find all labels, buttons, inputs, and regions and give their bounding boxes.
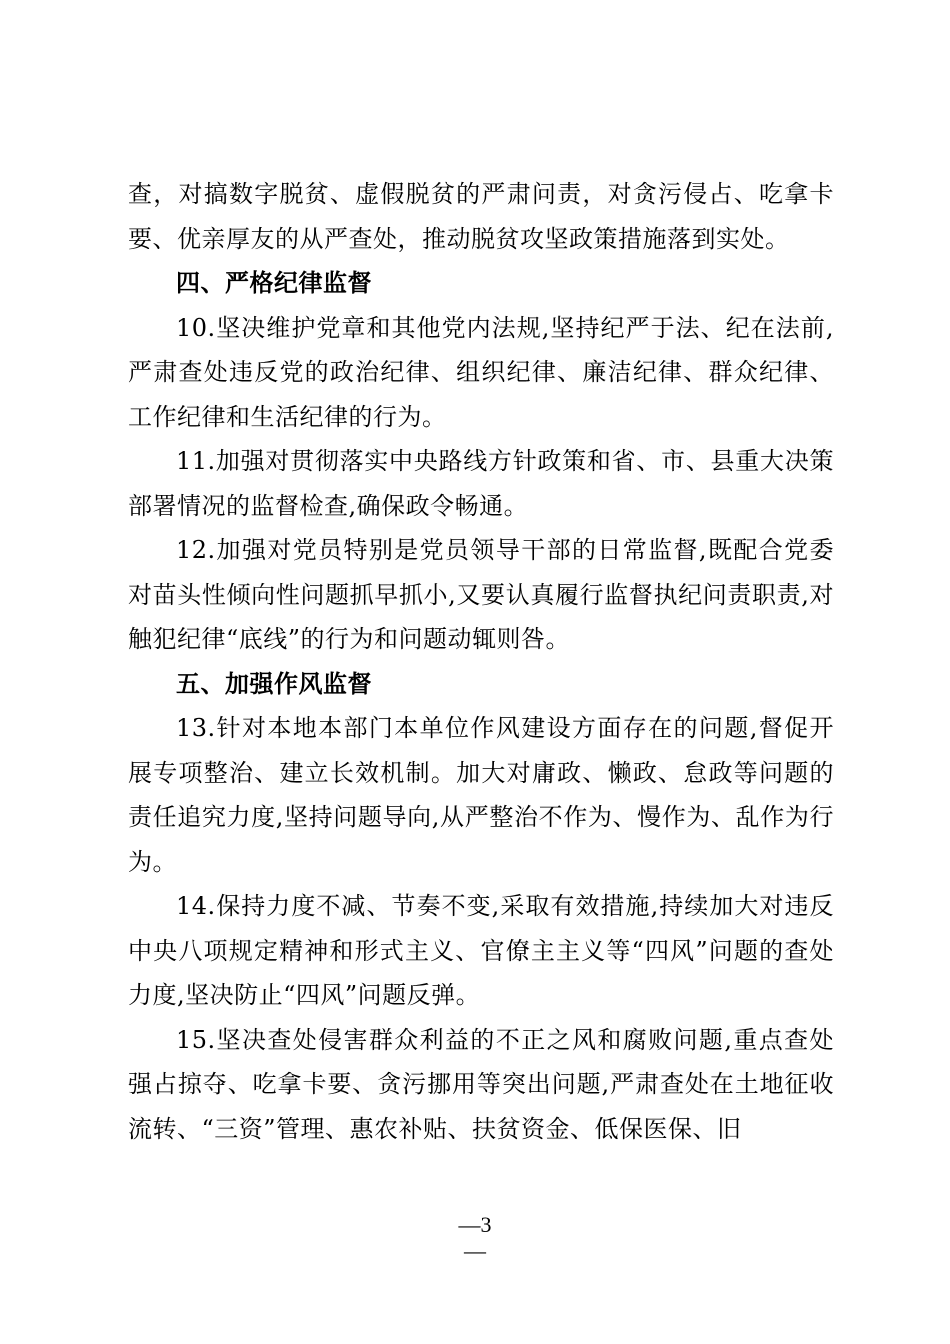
body-paragraph: 13.针对本地本部门本单位作风建设方面存在的问题,督促开展专项整治、建立长效机制。加大对庸政、懒政、怠政等问题的责任追究力度,坚持问题导向,从严整治不作为、慢作为、乱作为行为。 [128, 714, 834, 876]
body-paragraph: 12.加强对党员特别是党员领导干部的日常监督,既配合党委对苗头性倾向性问题抓早抓小,又要认真履行监督执纪问责职责,对触犯纪律“底线”的行为和问题动辄则咎。 [128, 536, 834, 653]
section-heading: 五、加强作风监督 [176, 669, 372, 698]
page-number-line-2: — [464, 1238, 486, 1263]
body-paragraph: 11.加强对贯彻落实中央路线方针政策和省、市、县重大决策部署情况的监督检查,确保政令畅通。 [128, 447, 834, 520]
document-body [128, 172, 834, 1151]
body-paragraph: 14.保持力度不减、节奏不变,采取有效措施,持续加大对违反中央八项规定精神和形式主义、官僚主主义等“四风”问题的查处力度,坚决防止“四风”问题反弹。 [128, 892, 834, 1009]
body-paragraph: 查，对搞数字脱贫、虚假脱贫的严肃问责，对贪污侵占、吃拿卡要、优亲厚友的从严查处，推动脱贫攻坚政策措施落到实处。 [128, 180, 834, 253]
page-number-line-1: —3 [458, 1212, 492, 1237]
page-number [0, 1212, 950, 1264]
section-heading: 四、严格纪律监督 [176, 269, 372, 297]
body-paragraph: 15.坚决查处侵害群众利益的不正之风和腐败问题,重点查处强占掠夺、吃拿卡要、贪污挪用等突出问题,严肃查处在土地征收流转、“三资”管理、惠农补贴、扶贫资金、低保医保、旧 [128, 1025, 834, 1143]
body-paragraph: 10.坚决维护党章和其他党内法规,坚持纪严于法、纪在法前,严肃查处违反党的政治纪律、组织纪律、廉洁纪律、群众纪律、工作纪律和生活纪律的行为。 [128, 313, 834, 431]
